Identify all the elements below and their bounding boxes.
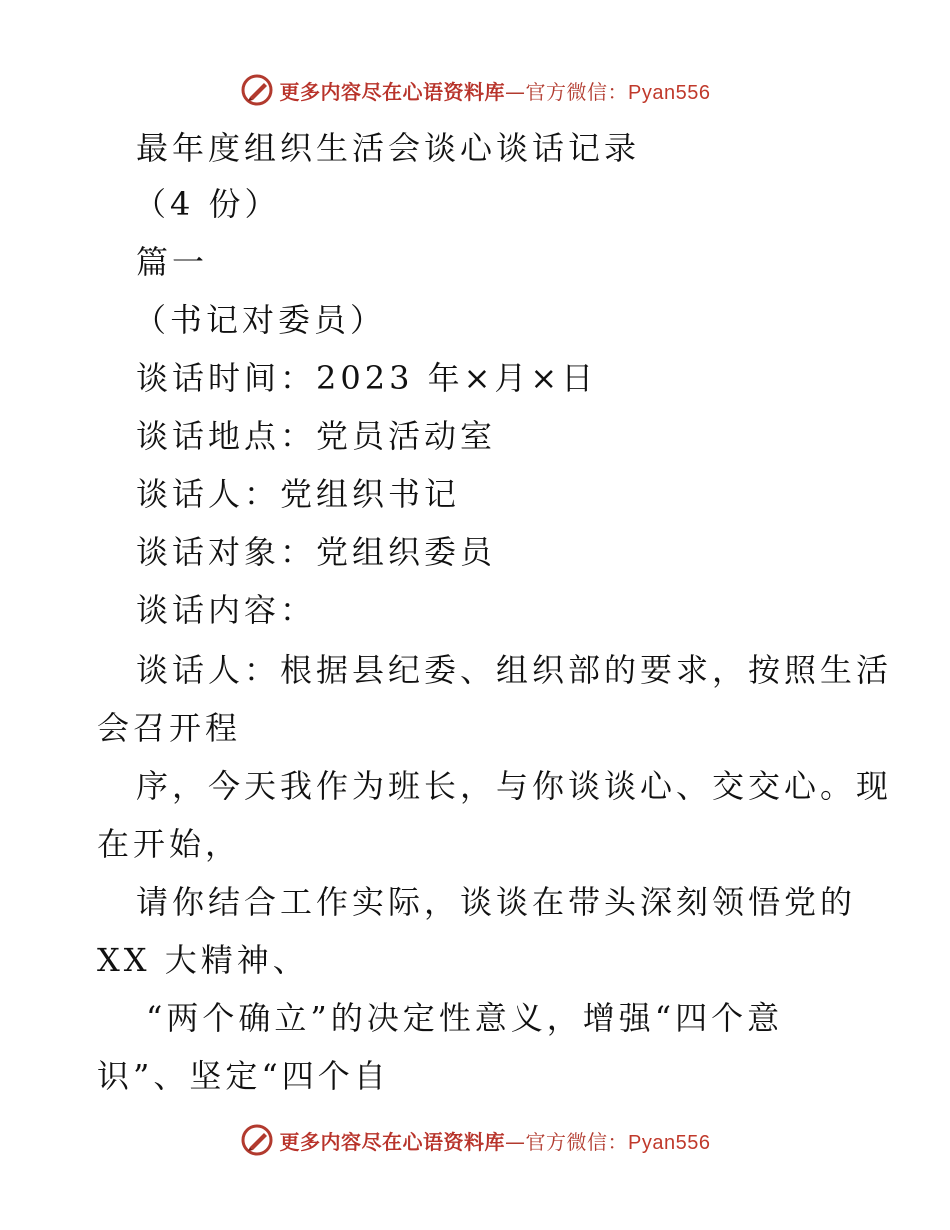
- pen-logo-icon: [240, 1123, 274, 1157]
- header-brand: 更多内容尽在心语资料库: [279, 79, 506, 104]
- header-wechat-label: 官方微信：: [525, 79, 629, 104]
- paragraph-line: 请你结合工作实际，谈谈在带头深刻领悟党的: [136, 883, 857, 921]
- talk-speaker: 谈话人：党组织书记: [136, 475, 461, 513]
- footer-wechat-id: Pyan556: [628, 1131, 711, 1154]
- paragraph-line: XX 大精神、: [97, 941, 309, 979]
- footer-banner-text: [280, 1126, 711, 1155]
- header-banner: [0, 70, 950, 110]
- paragraph-line: 谈话人：根据县纪委、组织部的要求，按照生活: [136, 651, 893, 689]
- footer-brand: 更多内容尽在心语资料库: [279, 1129, 506, 1154]
- footer-wechat-label: 官方微信：: [525, 1129, 629, 1154]
- paragraph-line: 在开始，: [97, 825, 242, 863]
- footer-banner: [0, 1120, 950, 1160]
- header-banner-text: [280, 76, 711, 105]
- pen-logo-icon: [240, 73, 274, 107]
- paragraph-line: 会召开程: [97, 709, 242, 747]
- footer-dash: —: [505, 1129, 526, 1154]
- section-subheading: （书记对委员）: [134, 301, 387, 339]
- paragraph-line: 识”、坚定“四个自: [97, 1057, 390, 1095]
- talk-time: 谈话时间：2023 年×月×日: [136, 359, 598, 397]
- talk-target: 谈话对象：党组织委员: [136, 533, 497, 571]
- paragraph-line: “两个确立”的决定性意义，增强“四个意: [146, 999, 784, 1037]
- header-wechat-id: Pyan556: [628, 81, 711, 104]
- header-dash: —: [505, 79, 526, 104]
- document-subtitle: （4 份）: [134, 185, 281, 223]
- paragraph-line: 序，今天我作为班长，与你谈谈心、交交心。现: [136, 767, 893, 805]
- document-title: 最年度组织生活会谈心谈话记录: [136, 129, 641, 167]
- section-heading: 篇一: [136, 243, 209, 281]
- talk-content-label: 谈话内容：: [136, 591, 317, 629]
- talk-location: 谈话地点：党员活动室: [136, 417, 497, 455]
